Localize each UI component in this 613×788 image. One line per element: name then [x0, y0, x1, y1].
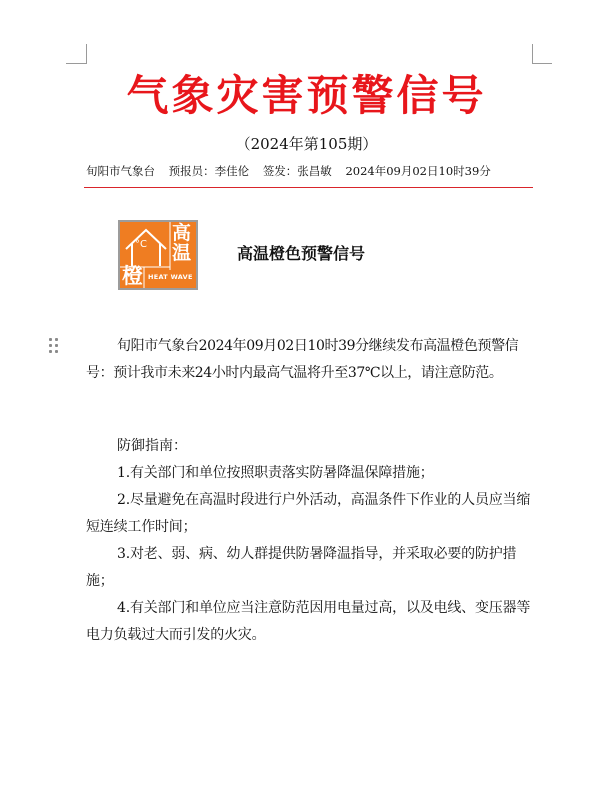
guide-item: 4.有关部门和单位应当注意防范因用电量过高，以及电线、变压器等电力负载过大而引发的火灾。 — [86, 600, 531, 643]
warning-signal-heading: 高温橙色预警信号 — [237, 244, 366, 263]
high-temperature-orange-icon — [118, 220, 198, 290]
reporter-name: 预报员：李佳伦 — [168, 164, 250, 178]
warning-body-paragraph: 旬阳市气象台2024年09月02日10时39分继续发布高温橙色预警信号：预计我市未来24小时内最高气温将升至37℃以上，请注意防范。 — [86, 338, 519, 381]
guide-item: 2.尽量避免在高温时段进行户外活动，高温条件下作业的人员应当缩短连续工作时间； — [86, 492, 531, 535]
signer-name: 签发：张昌敏 — [262, 164, 332, 178]
icon-char-wen: 温 — [172, 242, 192, 264]
issuer-meta-line — [86, 162, 532, 180]
corner-mark-top-left-h — [66, 63, 86, 64]
defense-guide-title: 防御指南： — [117, 438, 187, 454]
corner-mark-top-left-v — [86, 44, 87, 64]
paragraph-drag-handle[interactable] — [49, 338, 59, 354]
document-title: 气象灾害预警信号 — [126, 71, 487, 120]
icon-english-label: HEAT WAVE — [148, 273, 193, 281]
celsius-unit: °C — [135, 239, 147, 250]
icon-char-gao: 高 — [172, 222, 192, 244]
icon-level-char: 橙 — [122, 264, 143, 288]
guide-item: 3.对老、弱、病、幼人群提供防暑降温指导，并采取必要的防护措施； — [86, 546, 517, 589]
corner-mark-top-right-v — [532, 44, 533, 64]
guide-item: 1.有关部门和单位按照职责落实防暑降温保障措施； — [117, 465, 434, 481]
issue-datetime: 2024年09月02日10时39分 — [345, 164, 491, 178]
office-name: 旬阳市气象台 — [86, 164, 155, 178]
header-divider — [84, 187, 533, 188]
issue-number: （2024年第105期） — [235, 135, 378, 153]
corner-mark-top-right-h — [532, 63, 552, 64]
